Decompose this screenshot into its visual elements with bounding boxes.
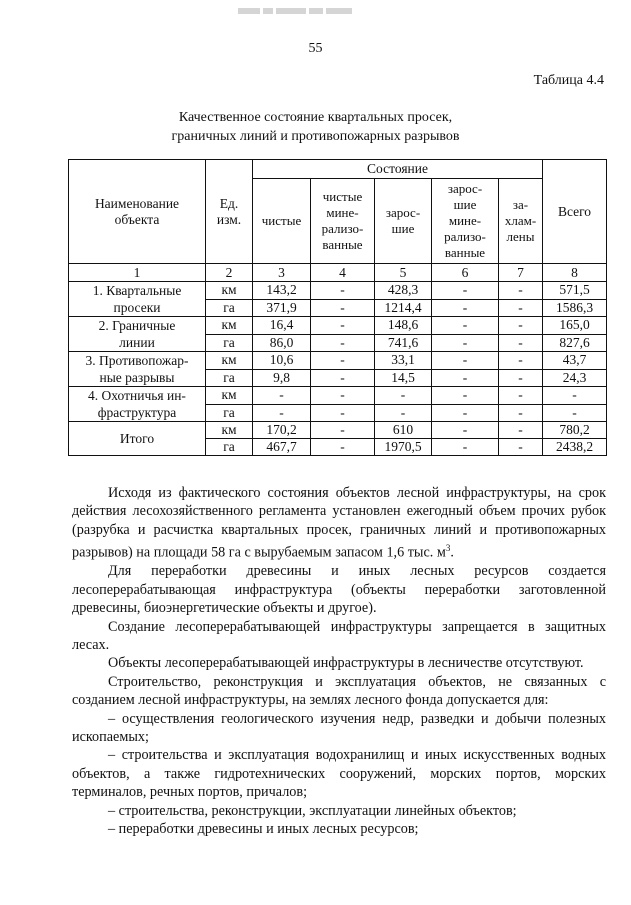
cell-total: 1586,3 <box>543 299 607 317</box>
table-label: Таблица 4.4 <box>533 73 604 88</box>
cell-value: - <box>253 387 311 405</box>
cell-value: - <box>311 422 375 439</box>
cell-value: - <box>375 404 432 422</box>
header-total: Всего <box>543 160 607 264</box>
cell-total: 780,2 <box>543 422 607 439</box>
list-item: – осуществления геологического изучения недр, разведки и добычи полезных ископаемых; <box>72 710 606 746</box>
header-state-overgrown-mineralized: зарос- шие мине- рализо- ванные <box>432 179 499 264</box>
cell-value: - <box>499 369 543 387</box>
cell-value: 10,6 <box>253 352 311 370</box>
cell-unit: км <box>206 387 253 405</box>
table-title-line-2: граничных линий и противопожарных разрывов <box>171 129 460 144</box>
column-number: 2 <box>206 264 253 282</box>
table-row <box>69 282 607 300</box>
cell-total: 827,6 <box>543 334 607 352</box>
list-item: – переработки древесины и иных лесных ресурсов; <box>108 821 419 838</box>
cell-unit: км <box>206 422 253 439</box>
header-object-name: Наименование объекта <box>69 160 206 264</box>
cell-value: - <box>311 369 375 387</box>
cell-value: 1970,5 <box>375 439 432 456</box>
paragraph-objects-absent: Объекты лесоперерабатывающей инфраструктуры в лесничестве отсутствуют. <box>108 655 584 672</box>
cell-unit: км <box>206 352 253 370</box>
cell-value: - <box>499 282 543 300</box>
row-object-name: 3. Противопожар- ные разрывы <box>69 352 206 387</box>
header-state-clean-mineralized: чистые мине- рализо- ванные <box>311 179 375 264</box>
cell-unit: км <box>206 282 253 300</box>
cell-value: 86,0 <box>253 334 311 352</box>
row-object-name-total: Итого <box>69 422 206 456</box>
cell-value: 428,3 <box>375 282 432 300</box>
list-item: – строительства, реконструкции, эксплуатации линейных объектов; <box>108 802 517 819</box>
cell-value: 467,7 <box>253 439 311 456</box>
cell-unit: га <box>206 439 253 456</box>
cell-value: - <box>499 439 543 456</box>
cell-value: 14,5 <box>375 369 432 387</box>
table-title <box>0 108 631 146</box>
column-number: 7 <box>499 264 543 282</box>
cell-value: - <box>311 439 375 456</box>
row-object-name: 4. Охотничья ин- фраструктура <box>69 387 206 422</box>
page-number: 55 <box>308 41 323 56</box>
column-number: 1 <box>69 264 206 282</box>
cell-unit: га <box>206 334 253 352</box>
cell-value: 741,6 <box>375 334 432 352</box>
cell-value: - <box>499 352 543 370</box>
list-item: – строительства и эксплуатация водохранилищ и иных искусственных водных объектов, а также гидротехнических сооружений, морских портов, морских терминалов, речных портов, причалов; <box>72 747 606 801</box>
cell-value: - <box>499 422 543 439</box>
cell-total: 24,3 <box>543 369 607 387</box>
cell-unit: га <box>206 299 253 317</box>
cell-value: - <box>432 334 499 352</box>
cell-value: - <box>432 282 499 300</box>
paragraph-annual-volume: Исходя из фактического состояния объектов лесной инфраструктуры, на срок действия лесохозяйственного регламента установлен ежегодный объем прочих рубок (разрубка и расчистка квартальных просек, граничных линий и противопожарных разрывов) на площади 58 га с вырубаемым запасом 1,6 тыс. $м^3$. <box>72 485 606 561</box>
cell-value: 148,6 <box>375 317 432 335</box>
column-number: 3 <box>253 264 311 282</box>
cell-value: - <box>432 369 499 387</box>
cell-value: - <box>432 422 499 439</box>
cell-value: 16,4 <box>253 317 311 335</box>
table-row <box>69 352 607 370</box>
header-unit: Ед. изм. <box>206 160 253 264</box>
cell-value: - <box>311 299 375 317</box>
cell-total: - <box>543 404 607 422</box>
cell-value: - <box>375 387 432 405</box>
cell-value: - <box>311 404 375 422</box>
cell-value: - <box>311 317 375 335</box>
column-number: 8 <box>543 264 607 282</box>
cell-unit: км <box>206 317 253 335</box>
cell-value: - <box>499 387 543 405</box>
cell-value: - <box>432 439 499 456</box>
cell-value: 170,2 <box>253 422 311 439</box>
paragraph-construction: Строительство, реконструкция и эксплуатация объектов, не связанных с созданием лесной инфраструктуры, на землях лесного фонда допускается для: <box>72 673 606 709</box>
column-number: 6 <box>432 264 499 282</box>
cell-value: - <box>311 387 375 405</box>
cell-unit: га <box>206 404 253 422</box>
cell-value: - <box>499 299 543 317</box>
cell-value: - <box>499 404 543 422</box>
cell-total: 2438,2 <box>543 439 607 456</box>
column-number-row <box>69 264 607 282</box>
body-text <box>72 484 606 838</box>
table-row <box>69 317 607 335</box>
header-state-clean: чистые <box>253 179 311 264</box>
column-number: 5 <box>375 264 432 282</box>
cell-value: 9,8 <box>253 369 311 387</box>
cell-value: - <box>311 334 375 352</box>
cell-value: - <box>432 404 499 422</box>
cell-value: - <box>432 299 499 317</box>
cell-value: 33,1 <box>375 352 432 370</box>
table-title-line-1: Качественное состояние квартальных просек, <box>178 110 453 125</box>
cell-value: 610 <box>375 422 432 439</box>
cell-value: 1214,4 <box>375 299 432 317</box>
header-state-group: Состояние <box>253 160 543 179</box>
cell-value: - <box>311 282 375 300</box>
cell-value: 371,9 <box>253 299 311 317</box>
cell-total: - <box>543 387 607 405</box>
cell-value: - <box>499 334 543 352</box>
cell-total: 571,5 <box>543 282 607 300</box>
cell-value: - <box>432 387 499 405</box>
cell-value: - <box>253 404 311 422</box>
cell-value: 143,2 <box>253 282 311 300</box>
paragraph-processing-infrastructure: Для переработки древесины и иных лесных ресурсов создается лесоперерабатывающая инфраструктура (объекты переработки заготовленной древесины, биоэнергетические объекты и другое). <box>72 563 606 617</box>
scan-stamp-mark <box>238 2 378 11</box>
cell-value: - <box>432 352 499 370</box>
forest-infrastructure-table <box>68 159 607 456</box>
cell-total: 43,7 <box>543 352 607 370</box>
cell-unit: га <box>206 369 253 387</box>
cell-total: 165,0 <box>543 317 607 335</box>
cell-value: - <box>432 317 499 335</box>
table-row-total <box>69 422 607 439</box>
paragraph-protective-forests: Создание лесоперерабатывающей инфраструктуры запрещается в защитных лесах. <box>72 618 606 653</box>
header-state-overgrown: зарос- шие <box>375 179 432 264</box>
row-object-name: 2. Граничные линии <box>69 317 206 352</box>
header-state-littered: за- хлам- лены <box>499 179 543 264</box>
table-row <box>69 387 607 405</box>
cell-value: - <box>499 317 543 335</box>
row-object-name: 1. Квартальные просеки <box>69 282 206 317</box>
cell-value: - <box>311 352 375 370</box>
column-number: 4 <box>311 264 375 282</box>
